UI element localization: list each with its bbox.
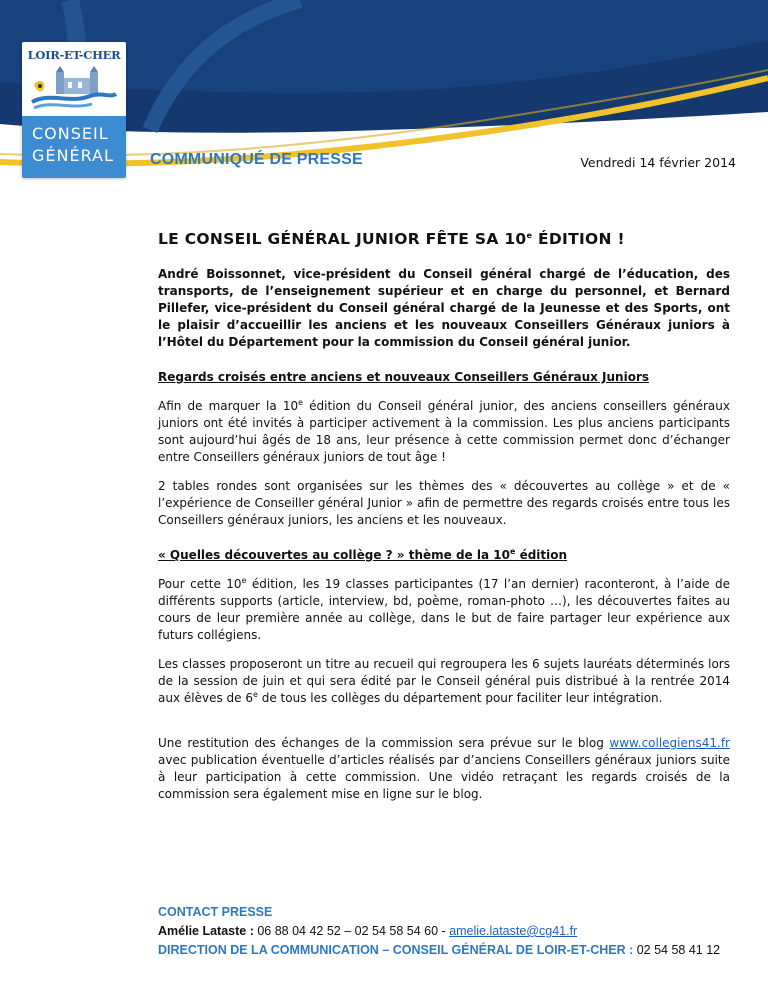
contact-dept-phone: 02 54 58 41 12 xyxy=(633,943,721,957)
s2p1-sup: e xyxy=(241,576,247,585)
s2h-pre: « Quelles découvertes au collège ? » thème de la 10 xyxy=(158,548,510,562)
blog-link[interactable]: www.collegiens41.fr xyxy=(609,736,730,750)
contact-name: Amélie Lataste : xyxy=(158,924,254,938)
lead-paragraph: André Boissonnet, vice-président du Conseil général chargé de l’éducation, des transports, de l’enseignement supérieur et en charge du personnel, et Bernard Pillefer, vice-président du Conseil général chargé de la Jeunesse et des Sports, ont le plaisir d’accueillir les anciens et les nouveaux Conseillers Généraux juniors à l’Hôtel du Département pour la commission du Conseil général junior. xyxy=(158,267,730,349)
s2p2-post: de tous les collèges du département pour faciliter leur intégration. xyxy=(257,691,663,705)
s2p2-sup: e xyxy=(252,690,258,699)
logo-name: LOIR-ET-CHER xyxy=(27,48,121,62)
s2p2-pre: Les classes proposeront un titre au recueil qui regroupera les 6 sujets lauréats déterminés lors de la session de juin et qui sera édité par le Conseil général puis distribué à la rentrée 2014 aux élèves de 6 xyxy=(158,657,730,705)
section2-heading xyxy=(158,547,730,564)
press-release-title: COMMUNIQUÉ DE PRESSE xyxy=(150,151,363,168)
s2h-post: édition xyxy=(515,548,568,562)
contact-row xyxy=(158,922,758,941)
headline-pre: LE CONSEIL GÉNÉRAL JUNIOR FÊTE SA 10 xyxy=(158,230,527,248)
s2p3-post: avec publication éventuelle d’articles réalisés par d’anciens Conseillers généraux juniors suite à leur participation à cette commission. Une vidéo retraçant les regards croisés de la commission sera également mise en ligne sur le blog. xyxy=(158,753,730,801)
logo-bottom xyxy=(22,116,126,178)
press-contact xyxy=(158,903,758,960)
s2h-sup: e xyxy=(509,547,516,556)
headline-post: ÉDITION ! xyxy=(532,230,625,248)
section2-paragraph-3 xyxy=(158,735,730,803)
section2-paragraph-1 xyxy=(158,576,730,644)
s1p1-sup: e xyxy=(298,398,304,407)
release-date: Vendredi 14 février 2014 xyxy=(580,155,736,170)
s1p1-pre: Afin de marquer la 10 xyxy=(158,399,299,413)
contact-dept-row xyxy=(158,941,758,960)
logo-general: GÉNÉRAL xyxy=(32,146,114,165)
s2p3-pre: Une restitution des échanges de la commission sera prévue sur le blog xyxy=(158,736,610,750)
logo-conseil: CONSEIL xyxy=(32,124,109,143)
s2p1-post: édition, les 19 classes participantes (17 l’an dernier) raconteront, à l’aide de différents supports (article, interview, bd, poème, roman-photo …), les découvertes faites au cours de leur première année au collège, dans le but de faire partager leur expérience aux futurs collégiens. xyxy=(158,577,730,642)
s2p1-pre: Pour cette 10 xyxy=(158,577,242,591)
article-body xyxy=(158,266,730,803)
s1p1-post: édition du Conseil général junior, des anciens conseillers généraux juniors ont été invités à participer activement à la commission. Les plus anciens participants sont aujourd’hui âgés de 18 ans, leur présence à cette commission permet donc d’échanger entre Conseillers généraux juniors de tout âge ! xyxy=(158,399,730,464)
section1-heading: Regards croisés entre anciens et nouveaux Conseillers Généraux Juniors xyxy=(158,370,650,384)
headline-sup: e xyxy=(526,230,533,240)
logo-top xyxy=(22,42,126,116)
chateau-emblem-icon xyxy=(30,64,118,112)
contact-email-link[interactable]: amelie.lataste@cg41.fr xyxy=(449,924,578,938)
contact-title: CONTACT PRESSE xyxy=(158,905,273,919)
loir-et-cher-logo xyxy=(22,42,126,178)
section2-paragraph-2 xyxy=(158,656,730,707)
section1-paragraph-2: 2 tables rondes sont organisées sur les thèmes des « découvertes au collège » et de « l’expérience de Conseiller général Junior » afin de permettre des regards croisés entre tous les Conseillers généraux juniors, les anciens et les nouveaux. xyxy=(158,479,730,527)
contact-phones: 06 88 04 42 52 – 02 54 58 54 60 - xyxy=(253,924,450,938)
contact-dept: DIRECTION DE LA COMMUNICATION – CONSEIL GÉNÉRAL DE LOIR-ET-CHER : xyxy=(158,943,634,957)
headline xyxy=(158,230,658,248)
section1-paragraph-1 xyxy=(158,398,730,466)
